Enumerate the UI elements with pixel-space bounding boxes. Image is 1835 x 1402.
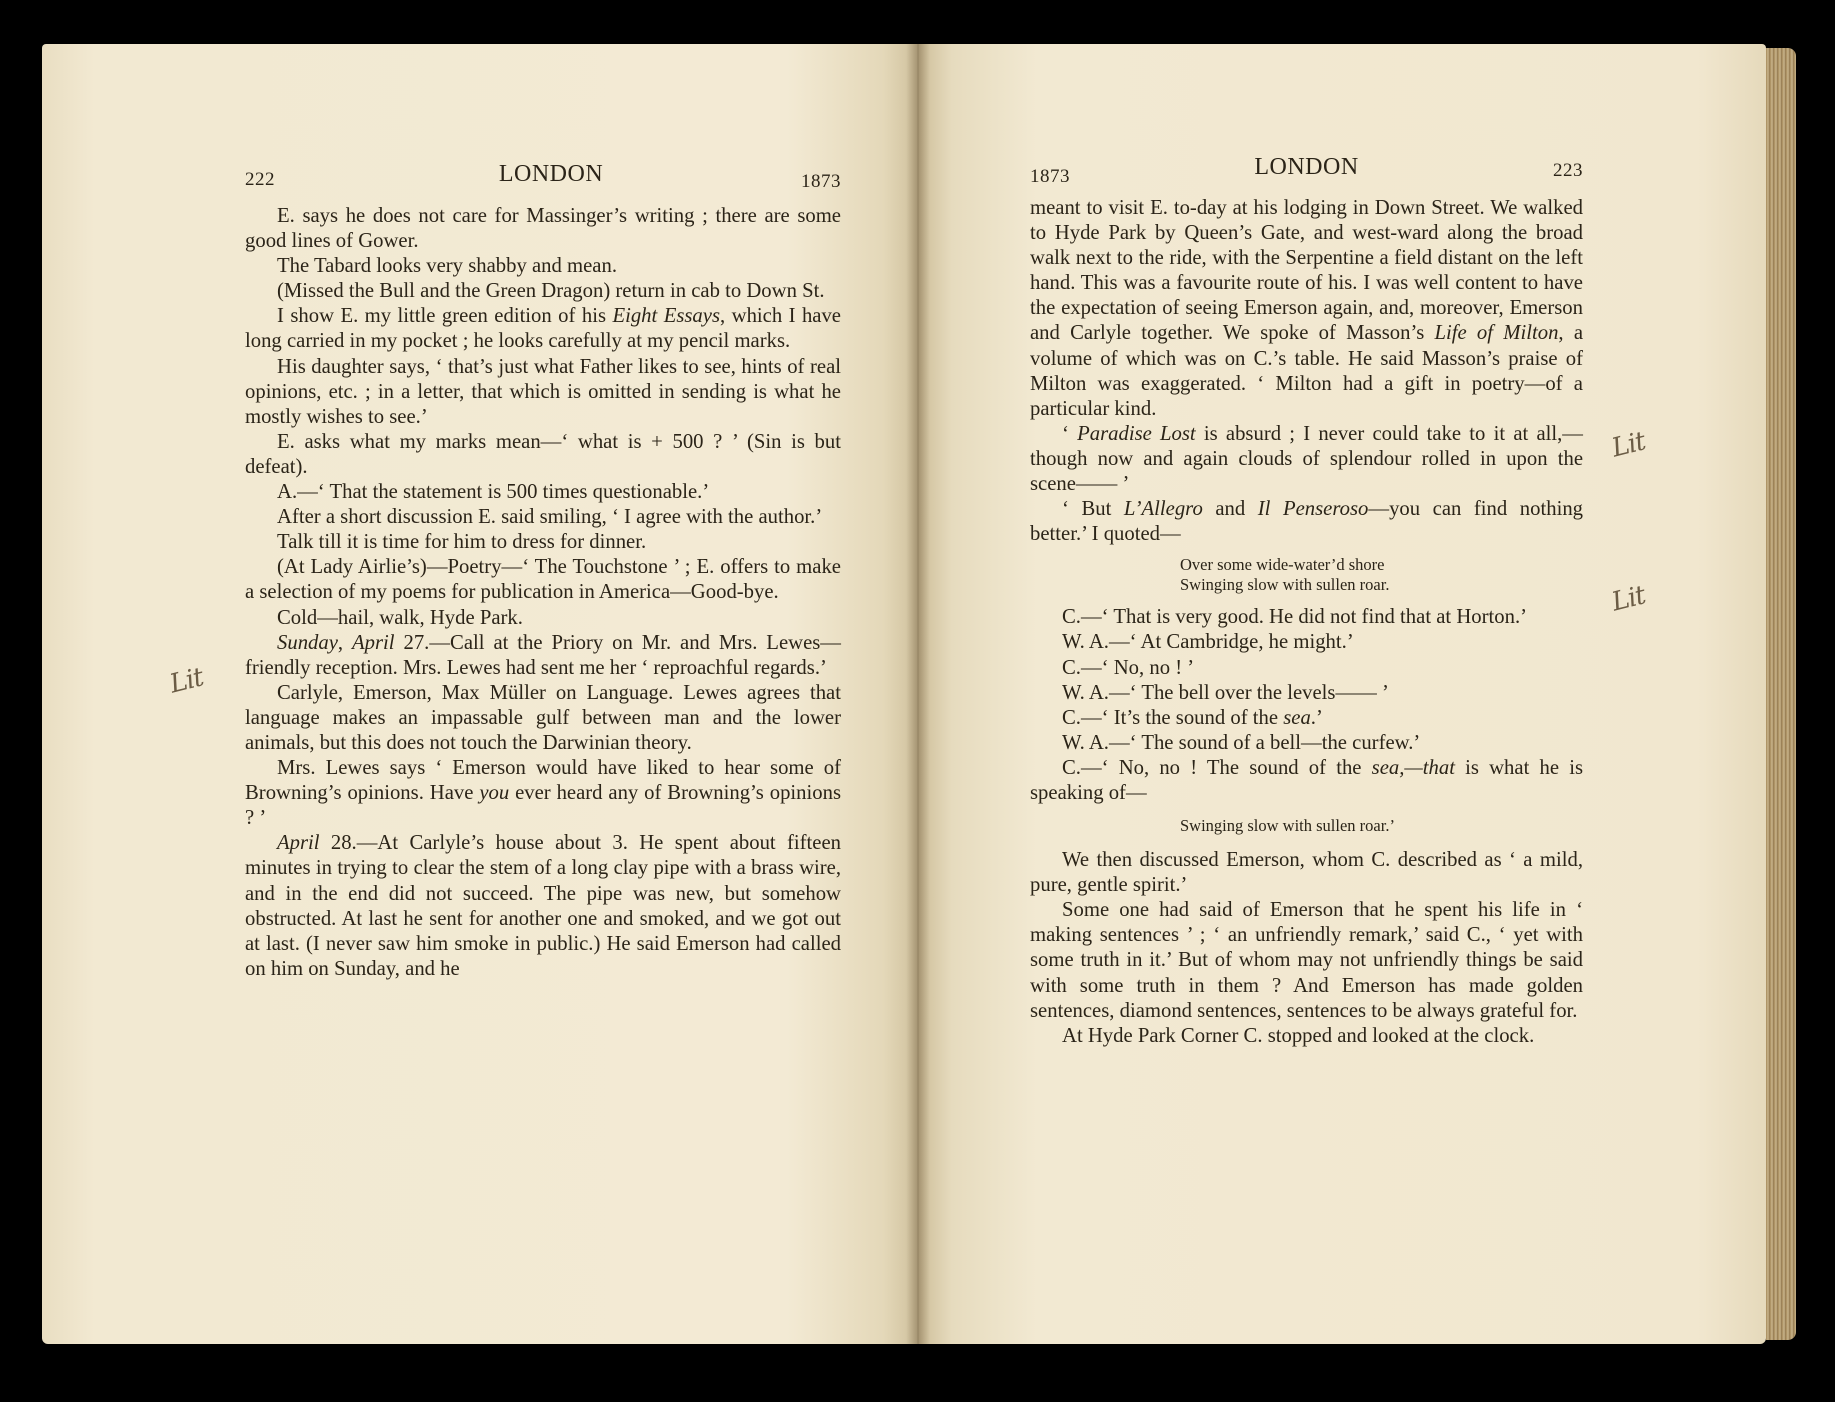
- paragraph: [1030, 605, 1583, 630]
- text-run: C.—‘ It’s the sound of the: [1062, 706, 1284, 729]
- italic-text: April: [277, 832, 320, 855]
- paragraph: [1030, 656, 1583, 681]
- paragraph: [245, 831, 841, 982]
- text-run: E. says he does not care for Massinger’s writing ; there are some good lines of Gower.: [245, 205, 841, 253]
- text-run: A.—‘ That the statement is 500 times questionable.’: [277, 481, 710, 504]
- italic-text: sea: [1283, 706, 1311, 729]
- paragraph: [245, 430, 841, 480]
- italic-text: L’Allegro: [1123, 498, 1203, 521]
- paragraph: [245, 204, 841, 254]
- left-running-title: LONDON: [498, 161, 604, 187]
- right-running-head: [1030, 152, 1583, 192]
- paragraph: [245, 606, 841, 631]
- paragraph: [1030, 756, 1583, 806]
- page-edges: [1766, 48, 1796, 1340]
- paragraph: [245, 681, 841, 756]
- italic-text: Il Penseroso: [1257, 498, 1369, 521]
- paragraph: [1030, 898, 1583, 1023]
- paragraph: [245, 254, 841, 279]
- text-run: , which I have long carried in my pocket ; he looks carefully at my pencil marks.: [245, 305, 841, 353]
- paragraph: [1030, 681, 1583, 706]
- gutter-shadow: [906, 44, 930, 1344]
- italic-text: Paradise Lost: [1077, 422, 1196, 445]
- text-run: W. A.—‘ At Cambridge, he might.’: [1062, 631, 1354, 654]
- text-run: 28.—At Carlyle’s house about 3. He spent about fifteen minutes in trying to clear the stem of a long clay pipe with a brass wire, and in the end did not succeed. The pipe was new, but somehow obstructed. At last he sent for another one and smoked, and we got out at last. (I never saw him smoke in public.) He said Emerson had called on him on Sunday, and he: [245, 832, 841, 980]
- paragraph: [1030, 731, 1583, 756]
- paragraph: [245, 304, 841, 354]
- left-page: [42, 44, 918, 1344]
- paragraph: [245, 355, 841, 430]
- left-margin-note: Lit: [166, 662, 207, 700]
- text-run: I show E. my little green edition of his: [277, 305, 613, 328]
- text-run: —you can find nothing better.’ I quoted—: [1030, 498, 1584, 546]
- italic-text: you: [479, 782, 510, 805]
- text-run: At Hyde Park Corner C. stopped and looked at the clock.: [1062, 1024, 1535, 1047]
- text-run: (Missed the Bull and the Green Dragon) return in cab to Down St.: [277, 280, 825, 303]
- text-run: Cold—hail, walk, Hyde Park.: [277, 606, 523, 629]
- text-run: .’: [1310, 706, 1323, 729]
- right-margin-note-2: Lit: [1608, 580, 1649, 618]
- paragraph: [1030, 196, 1583, 422]
- text-run: ‘ But: [1062, 498, 1124, 521]
- paragraph: [245, 631, 841, 681]
- paragraph: [1030, 630, 1583, 655]
- paragraph: [1030, 497, 1583, 547]
- text-run: Talk till it is time for him to dress for dinner.: [277, 531, 647, 554]
- left-running-head: [245, 159, 841, 199]
- paragraph: [1030, 1024, 1583, 1049]
- text-run: C.—‘ No, no ! ’: [1062, 656, 1195, 679]
- italic-text: April: [352, 631, 395, 654]
- right-margin-note-1: Lit: [1608, 426, 1649, 464]
- left-page-number: 222: [245, 169, 275, 190]
- text-run: C.—‘ No, no ! The sound of the: [1062, 756, 1372, 779]
- paragraph: [245, 756, 841, 831]
- text-run: and: [1202, 498, 1258, 521]
- text-run: , a volume of which was on C.’s table. He said Masson’s praise of Milton was exaggerated. ‘ Milton had a gift in poetry—of a particular kind.: [1030, 322, 1584, 420]
- right-running-title: LONDON: [1254, 154, 1359, 180]
- verse-quote: [1180, 816, 1583, 836]
- paragraph: [1030, 706, 1583, 731]
- text-run: 27.—Call at the Priory on Mr. and Mrs. Lewes—friendly reception. Mrs. Lewes had sent me her ‘ reproachful regards.’: [245, 631, 841, 679]
- text-run: is what he is speaking of—: [1030, 756, 1583, 804]
- right-page-number: 223: [1553, 160, 1583, 181]
- text-run: is absurd ; I never could take to it at all,—though now and again clouds of splendour rolled in upon the scene—— ’: [1030, 422, 1583, 496]
- italic-text: Sunday: [277, 631, 338, 654]
- paragraph: [245, 530, 841, 555]
- paragraph: [245, 505, 841, 530]
- text-run: W. A.—‘ The bell over the levels—— ’: [1062, 681, 1389, 704]
- text-run: We then discussed Emerson, whom C. described as ‘ a mild, pure, gentle spirit.’: [1030, 849, 1583, 897]
- text-run: The Tabard looks very shabby and mean.: [277, 255, 617, 278]
- verse-line: Swinging slow with sullen roar.’: [1180, 816, 1395, 836]
- verse-quote: [1180, 555, 1583, 595]
- text-run: W. A.—‘ The sound of a bell—the curfew.’: [1062, 731, 1421, 754]
- text-run: ,: [337, 631, 353, 654]
- italic-text: sea,—that: [1371, 756, 1455, 779]
- italic-text: Eight Essays: [612, 305, 721, 328]
- verse-line: Over some wide-water’d shore: [1180, 555, 1385, 575]
- text-run: ‘: [1062, 422, 1078, 445]
- right-year: 1873: [1030, 166, 1070, 187]
- text-run: Mrs. Lewes says ‘ Emerson would have liked to hear some of Browning’s opinions. Have: [245, 757, 841, 805]
- left-text-block: [245, 204, 841, 982]
- text-run: His daughter says, ‘ that’s just what Father likes to see, hints of real opinions, etc. ; in a letter, that which is omitted in sending is what he mostly wishes to see.’: [245, 355, 841, 428]
- right-page: [918, 44, 1766, 1344]
- text-run: E. asks what my marks mean—‘ what is + 500 ? ’ (Sin is but defeat).: [245, 430, 841, 478]
- text-run: ever heard any of Browning’s opinions ? ’: [245, 782, 841, 830]
- text-run: Some one had said of Emerson that he spent his life in ‘ making sentences ’ ; ‘ an unfriendly remark,’ said C., ‘ yet with some truth in it.’ But of whom may not unfriendly things be said with some truth in them ? And Emerson has made golden sentences, diamond sentences, sentences to be always grateful for.: [1030, 899, 1583, 1022]
- paragraph: [245, 480, 841, 505]
- paragraph: [1030, 848, 1583, 898]
- text-run: C.—‘ That is very good. He did not find that at Horton.’: [1062, 606, 1528, 629]
- paragraph: [245, 555, 841, 605]
- paragraph: [1030, 422, 1583, 497]
- right-text-block: [1030, 196, 1583, 1049]
- paragraph: [245, 279, 841, 304]
- text-run: meant to visit E. to-day at his lodging in Down Street. We walked to Hyde Park by Queen’s Gate, and west-ward along the broad walk next to the ride, with the Serpentine a field distant on the left hand. This was a favourite route of his. I was well content to have the expectation of seeing Emerson again, and, moreover, Emerson and Carlyle together. We spoke of Masson’s: [1030, 197, 1583, 345]
- text-run: Carlyle, Emerson, Max Müller on Language. Lewes agrees that language makes an impassable gulf between man and the lower animals, but this does not touch the Darwinian theory.: [245, 681, 841, 754]
- italic-text: Life of Milton: [1434, 322, 1559, 345]
- verse-line: Swinging slow with sullen roar.: [1180, 575, 1390, 595]
- left-year: 1873: [801, 171, 841, 192]
- text-run: (At Lady Airlie’s)—Poetry—‘ The Touchstone ’ ; E. offers to make a selection of my poems for publication in America—Good-bye.: [245, 556, 841, 604]
- text-run: After a short discussion E. said smiling, ‘ I agree with the author.’: [277, 506, 823, 529]
